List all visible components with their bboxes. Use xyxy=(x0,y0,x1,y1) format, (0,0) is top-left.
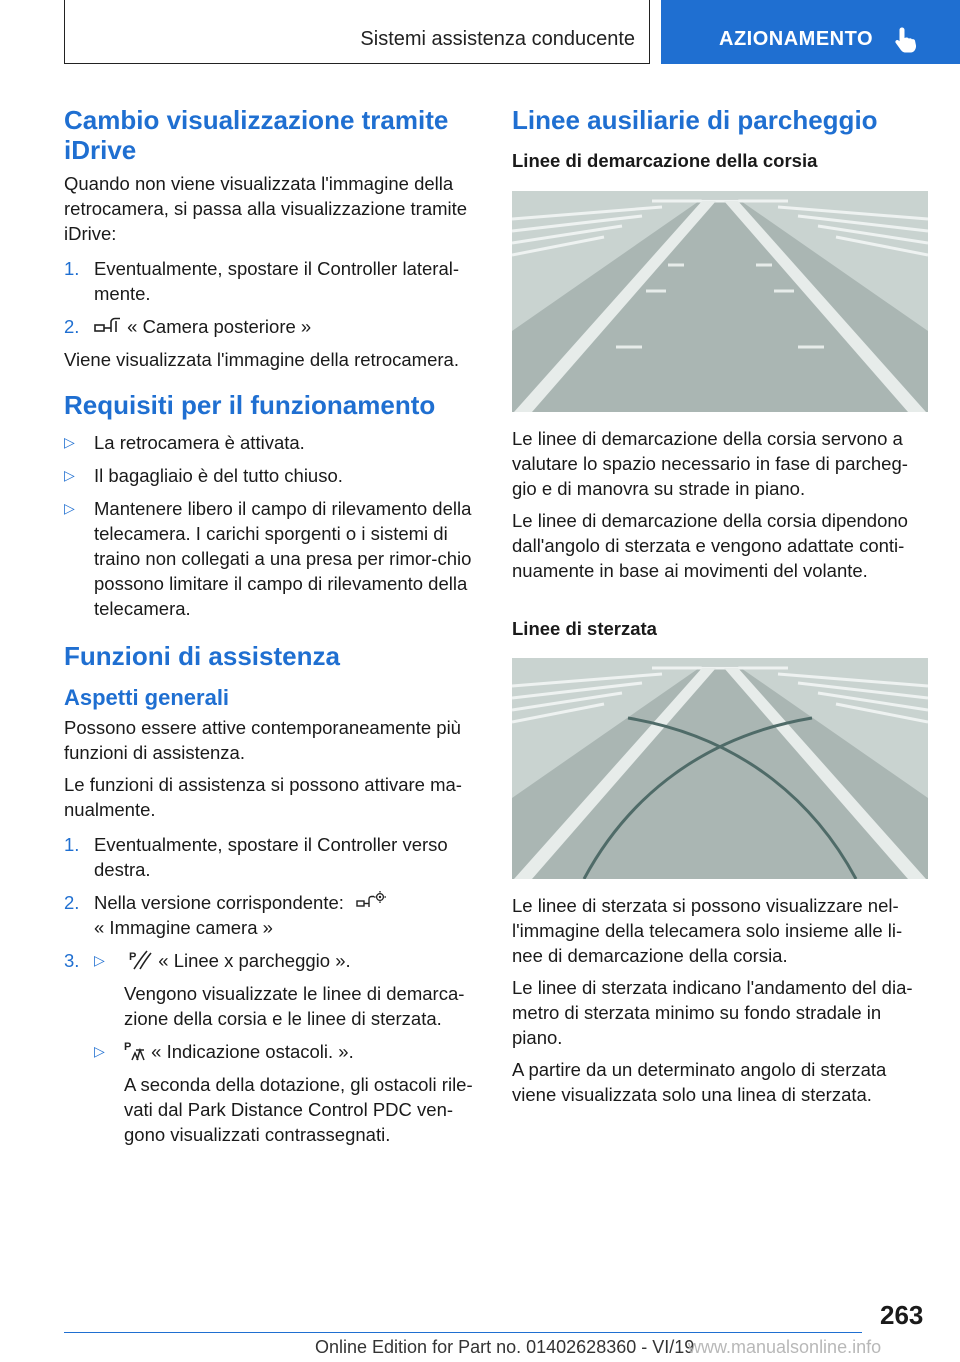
step-number: 1. xyxy=(64,258,80,279)
step-number: 2. xyxy=(64,316,80,337)
steering-lines-figure xyxy=(512,658,928,879)
option-text: « Indicazione ostacoli. ». xyxy=(151,1041,354,1062)
section-title-line1: Cambio visualizzazione tramite xyxy=(64,105,449,135)
bullet-item xyxy=(64,496,482,621)
intro-paragraph: Quando non viene visualizzata l'immagine della retrocamera, si passa alla visualizzazione tramite iDrive: xyxy=(64,173,468,244)
option-item xyxy=(64,1039,482,1064)
bullet-text: La retrocamera è attivata. xyxy=(94,432,305,453)
bullet-text: Mantenere libero il campo di rilevamento della telecamera. I carichi sporgenti o i sistemi di traino non collegati a una presa per rimor-chio possono limitare il campo di rilevamento della telecamera. xyxy=(94,498,472,619)
step-text-b: « Immagine camera » xyxy=(94,917,273,938)
triangle-bullet-icon: ▷ xyxy=(64,434,75,450)
general-paragraph: Possono essere attive contemporaneamente più funzioni di assistenza. xyxy=(64,717,461,763)
step-text: Nella versione corrispondente: xyxy=(94,892,344,913)
camera-settings-icon xyxy=(349,890,389,912)
step-item xyxy=(64,256,482,306)
section-title-idrive xyxy=(64,105,482,165)
bullet-item xyxy=(64,430,482,455)
triangle-bullet-icon: ▷ xyxy=(64,467,75,483)
triangle-bullet-icon: ▷ xyxy=(94,952,105,968)
watermark-text: www.manualsonline.info xyxy=(688,1337,882,1357)
rear-camera-icon xyxy=(94,316,122,336)
subsection-title-general: Aspetti generali xyxy=(64,685,230,710)
steering-lines-paragraph-3: A partire da un determinato angolo di sterzata viene visualizzata solo una linea di sterzata. xyxy=(512,1059,887,1105)
parking-lines-icon xyxy=(129,948,153,970)
step-item xyxy=(64,948,482,973)
step-item xyxy=(64,890,482,940)
page-header xyxy=(64,0,960,64)
svg-text:P: P xyxy=(129,951,137,963)
svg-text:P: P xyxy=(124,1041,132,1053)
step-number: 2. xyxy=(64,892,80,913)
section-header-box xyxy=(64,0,650,64)
section-title-parking-lines: Linee ausiliarie di parcheggio xyxy=(512,105,878,135)
steering-lines-paragraph-2: Le linee di sterzata indicano l'andamento del dia-metro di sterzata minimo su fondo stradale in piano. xyxy=(512,977,913,1048)
option-text: « Linee x parcheggio ». xyxy=(158,950,351,971)
chapter-tab[interactable] xyxy=(661,0,960,64)
step-text: Eventualmente, spostare il Controller lateral-mente. xyxy=(94,258,460,304)
chapter-tab-label: AZIONAMENTO xyxy=(719,28,874,50)
option-description: Vengono visualizzate le linee di demarca-zione della corsia e le linee di sterzata. xyxy=(124,983,465,1029)
edition-text: Online Edition for Part no. 01402628360 - VI/19 xyxy=(315,1337,695,1357)
manual-paragraph: Le funzioni di assistenza si possono attivare ma-nualmente. xyxy=(64,774,462,820)
triangle-bullet-icon: ▷ xyxy=(94,1043,105,1059)
result-paragraph: Viene visualizzata l'immagine della retrocamera. xyxy=(64,349,459,370)
section-title-line2: iDrive xyxy=(64,135,137,165)
bullet-item xyxy=(64,463,482,488)
lane-lines-figure xyxy=(512,191,928,412)
footer-divider xyxy=(64,1332,862,1333)
steering-lines-illustration xyxy=(512,658,928,879)
steering-lines-heading: Linee di sterzata xyxy=(512,618,657,639)
hand-pointer-icon xyxy=(893,26,919,54)
bullet-text: Il bagagliaio è del tutto chiuso. xyxy=(94,465,343,486)
step-item xyxy=(64,314,482,339)
section-title-requirements: Requisiti per il funzionamento xyxy=(64,390,436,420)
option-description: A seconda della dotazione, gli ostacoli rile-vati dal Park Distance Control PDC ven-gono visualizzati contrassegnati. xyxy=(124,1074,473,1145)
step-text: « Camera posteriore » xyxy=(127,316,312,337)
page-number: 263 xyxy=(880,1300,924,1330)
lane-lines-paragraph-1: Le linee di demarcazione della corsia servono a valutare lo spazio necessario in fase di parcheg-gio e di manovra su strade in piano. xyxy=(512,428,908,499)
lane-lines-paragraph-2: Le linee di demarcazione della corsia dipendono dall'angolo di sterzata e vengono adattate conti-nuamente in base ai movimenti del volante. xyxy=(512,510,908,581)
left-column xyxy=(64,100,482,1147)
step-item xyxy=(64,832,482,882)
step-text: Eventualmente, spostare il Controller verso destra. xyxy=(94,834,448,880)
steering-lines-paragraph-1: Le linee di sterzata si possono visualizzare nel-l'immagine della telecamera solo insieme alle li-nee di demarcazione della corsia. xyxy=(512,895,903,966)
right-column xyxy=(512,100,930,1107)
step-number: 3. xyxy=(64,950,80,971)
section-title: Sistemi assistenza conducente xyxy=(360,28,635,50)
section-title-assistance: Funzioni di assistenza xyxy=(64,641,340,671)
step-number: 1. xyxy=(64,834,80,855)
triangle-bullet-icon: ▷ xyxy=(64,500,75,516)
lane-lines-heading: Linee di demarcazione della corsia xyxy=(512,150,818,171)
lane-lines-illustration xyxy=(512,191,928,412)
obstacle-marking-icon xyxy=(124,1039,146,1061)
